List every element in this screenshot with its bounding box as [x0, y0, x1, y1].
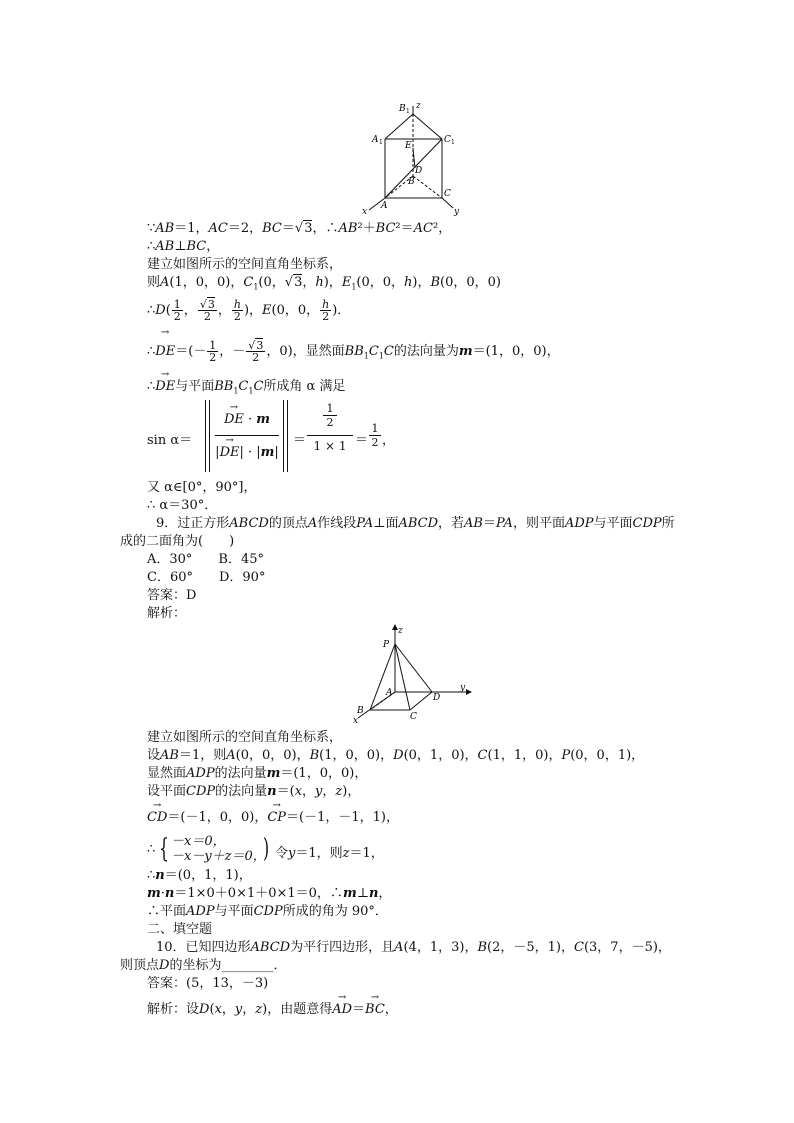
q9-point-coords: 设AB＝1，则A(0，0，0)，B(1，0，0)，D(0，1，0)，C(1，1，0)，P(0，0，1)，	[147, 748, 645, 763]
q9-setup-coords: 建立如图所示的空间直角坐标系，	[147, 730, 343, 745]
line-ab-ac-bc: ∵AB＝1，AC＝2，BC＝√3，∴AB²＋BC²＝AC²，	[147, 221, 452, 236]
q9-normal-n: 设平面CDP的法向量n＝(x，y，z)，	[147, 784, 361, 799]
label-y: y	[454, 207, 460, 216]
label-C1: C	[444, 135, 451, 145]
label-A: A	[386, 688, 393, 698]
label-A1-sub: 1	[379, 139, 383, 146]
label-E: E	[405, 141, 412, 151]
label-B: B	[408, 177, 415, 187]
label-B1: B	[399, 104, 406, 114]
label-y: y	[460, 683, 466, 693]
label-x: x	[362, 207, 368, 216]
label-B: B	[357, 706, 364, 716]
q9-options-ab: A．30° B．45°	[147, 552, 265, 567]
line-DE-vector: ∴→ DE＝(－ $\frac{1}{2}$ ，－ $\frac{√3}{2}$ ，0)，显然面$BB_1C_1C$的法向量为m＝(1，0，0)，	[147, 337, 560, 372]
q9-conclusion: ∴平面ADP与平面CDP所成的角为 90°．	[147, 904, 388, 919]
figure-pyramid	[352, 622, 474, 724]
q10-stem-line2: 则顶点D的坐标为________．	[120, 958, 287, 973]
label-C1-sub: 1	[451, 139, 455, 146]
line-setup-coords: 建立如图所示的空间直角坐标系，	[147, 257, 343, 272]
line-D-E-coords: ∴D( $\frac{1}{2}$ ， $\frac{√3}{2}$ ， $\frac{h}{2}$ )，E(0，0， $\frac{h}{2}$ )．	[147, 298, 351, 323]
q9-answer: 答案：D	[147, 588, 197, 603]
sin-denominator: |→ DE| · |m|	[215, 445, 279, 460]
figure-prism	[355, 98, 475, 216]
label-D: D	[415, 166, 423, 176]
q10-answer: 答案：(5，13，－3)	[147, 976, 269, 991]
label-P: P	[383, 640, 390, 650]
label-A1: A	[372, 135, 379, 145]
q9-normal-m: 显然面ADP的法向量m＝(1，0，0)，	[147, 766, 368, 781]
line-ab-perp-bc: ∴AB⊥BC，	[147, 239, 220, 254]
label-D: D	[433, 693, 441, 703]
label-A: A	[381, 201, 388, 211]
label-C: C	[410, 712, 417, 722]
label-C: C	[444, 189, 451, 199]
label-x: x	[353, 716, 359, 724]
q9-stem-line2: 成的二面角为( )	[120, 534, 235, 549]
label-z: z	[416, 101, 421, 111]
q9-analysis-label: 解析：	[147, 606, 187, 621]
q9-options-cd: C．60° D．90°	[147, 570, 266, 585]
q9-dot-product: m·n＝1×0＋0×1＋0×1＝0，∴m⊥n，	[147, 886, 392, 901]
sin-formula: sin α＝ → DE · m |→ DE| · |m| ＝ 1 2 1 × 1 ＝ 1 2 ，	[147, 398, 407, 474]
q9-system: ∴ { －x＝0， －x－y＋z＝0， ) 令y＝1，则z＝1，	[147, 834, 384, 864]
line-angle-alpha: ∴→ DE与平面$BB_1C_1C$所成角 α 满足	[147, 379, 345, 400]
q9-vectors: → CD＝(－1，0，0)，→ CP＝(－1，－1，1)，	[147, 810, 399, 826]
section-fill-in: 二、填空题	[147, 922, 213, 937]
q9-n-value: ∴n＝(0，1，1)，	[147, 868, 252, 883]
sin-numerator: → DE · m	[215, 412, 279, 427]
label-z: z	[398, 626, 403, 636]
q10-analysis: 解析：设D(x，y，z)，由题意得→ AD＝→ BC，	[147, 1002, 398, 1018]
line-alpha-result: ∴ α＝30°．	[147, 498, 218, 513]
q10-stem-line1: 10．已知四边形ABCD为平行四边形，且A(4，1，3)，B(2，－5，1)，C(3，7，－5)，	[156, 940, 671, 955]
sin-half-frac: 1 2	[307, 402, 353, 435]
sin-label: sin α＝	[147, 433, 193, 448]
label-B1-sub: 1	[406, 108, 410, 115]
q9-stem-line1: 9．过正方形ABCD的顶点A作线段PA⊥面ABCD，若AB＝PA，则平面ADP与平面CDP所	[156, 516, 675, 531]
line-coords: 则A(1，0，0)，$C_1(0$，√3，h)，$E_1(0$，0，h)，B(0，0，0)	[147, 275, 502, 292]
line-alpha-range: 又 α∈[0°，90°]，	[147, 480, 257, 495]
